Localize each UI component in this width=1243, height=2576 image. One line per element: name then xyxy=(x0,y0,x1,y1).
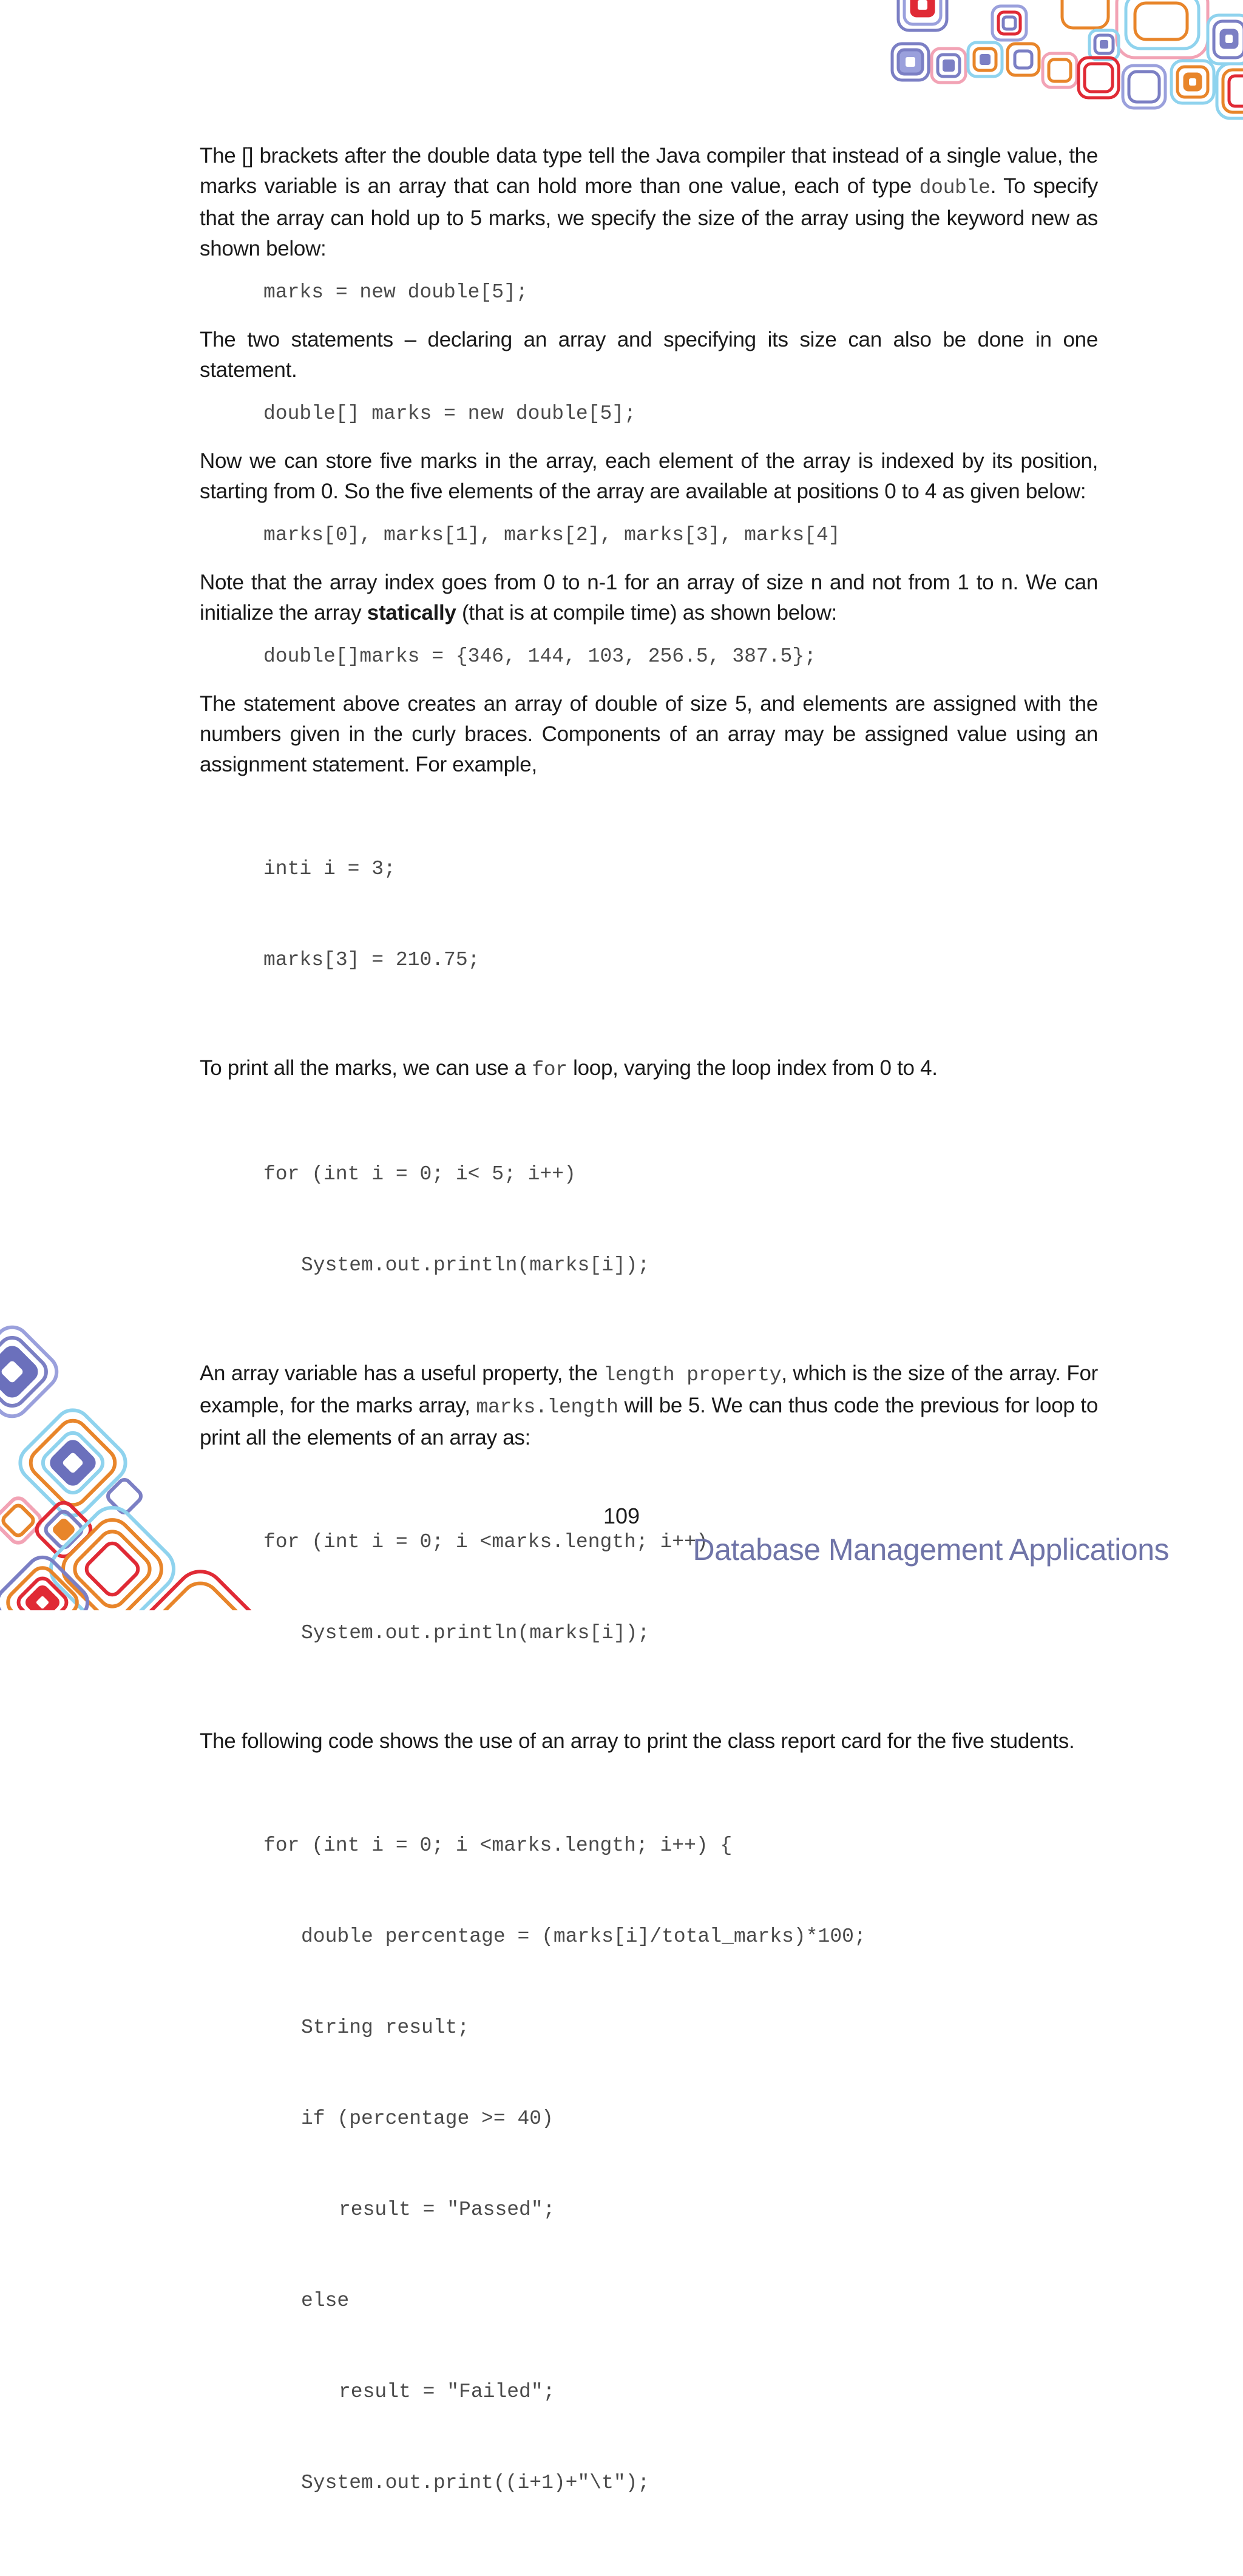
code-line: else xyxy=(301,2290,350,2312)
text-segment: (that is at compile time) as shown below: xyxy=(456,601,837,625)
code-line: marks = new double[5]; xyxy=(263,281,528,303)
inline-code-for: for xyxy=(532,1059,567,1081)
text-segment: Note that the array index goes from 0 to n-1 for an array of size n and not from 1 to n. We can initialize the array xyxy=(200,571,1098,625)
code-block-report-card xyxy=(263,1770,1098,2559)
bold-term-statically: statically xyxy=(367,601,456,625)
paragraph-for-loop xyxy=(200,1053,1098,1085)
footer-book-title: Database Management Applications xyxy=(693,1533,1169,1567)
code-line: double[]marks = {346, 144, 103, 256.5, 387.5}; xyxy=(263,645,816,668)
inline-code-marks-length: marks.length xyxy=(476,1396,618,1418)
text-segment: An array variable has a useful property, the xyxy=(200,1361,604,1385)
code-line: for (int i = 0; i <marks.length; i++) xyxy=(263,1531,708,1553)
code-block-static-init xyxy=(263,642,1098,672)
text-segment: To print all the marks, we can use a xyxy=(200,1056,532,1080)
code-line: for (int i = 0; i <marks.length; i++) { xyxy=(263,1834,733,1857)
code-line: for (int i = 0; i< 5; i++) xyxy=(263,1163,576,1185)
decorative-squares-top xyxy=(880,0,1243,127)
text-segment: . To specify that the array can hold up to 5 marks, we specify the size of the array using the keyword new as shown below: xyxy=(200,174,1099,260)
text-segment: The [] brackets after the double data type tell the Java compiler that instead of a single value, the marks variable is an array that can hold more than one value, each of type xyxy=(200,144,1098,198)
paragraph-indexing: Now we can store five marks in the array, each element of the array is indexed by its position, starting from 0. So the five elements of the array are available at positions 0 to 4 as given below: xyxy=(200,449,1098,503)
code-line: double percentage = (marks[i]/total_marks)*100; xyxy=(301,1925,866,1948)
paragraph-report-card: The following code shows the use of an array to print the class report card for the five students. xyxy=(200,1729,1075,1753)
paragraph-one-statement: The two statements – declaring an array and specifying its size can also be done in one statement. xyxy=(200,328,1098,382)
text-segment: will be 5. We can thus code the previous for loop to print all the elements of an array as: xyxy=(200,1394,1098,1449)
code-block-assignment xyxy=(263,793,1098,1036)
paragraph-length-property xyxy=(200,1358,1098,1453)
code-line: if (percentage >= 40) xyxy=(301,2107,554,2130)
code-block-for-loop xyxy=(263,1099,1098,1341)
code-line: result = "Passed"; xyxy=(339,2198,555,2221)
paragraph-static-init xyxy=(200,568,1098,628)
inline-code-length-property: length property xyxy=(603,1364,782,1386)
page-number: 109 xyxy=(603,1503,640,1528)
page-content xyxy=(200,141,1098,2576)
code-line: System.out.print((i+1)+"\t"); xyxy=(301,2472,650,2494)
inline-code-double: double xyxy=(919,177,991,199)
code-line: inti i = 3; xyxy=(263,858,396,880)
code-block-new-array xyxy=(263,277,1098,308)
code-line: System.out.println(marks[i]); xyxy=(301,1254,650,1276)
code-block-declare-and-size xyxy=(263,399,1098,429)
code-block-length-loop xyxy=(263,1466,1098,1709)
text-segment: loop, varying the loop index from 0 to 4. xyxy=(567,1056,938,1080)
text-segment: , which is the size of the array. For example, for the marks array, xyxy=(200,1361,1098,1417)
code-line: marks[0], marks[1], marks[2], marks[3], marks[4] xyxy=(263,524,841,546)
code-line: String result; xyxy=(301,2016,470,2039)
code-line: result = "Failed"; xyxy=(339,2381,555,2403)
code-line: double[] marks = new double[5]; xyxy=(263,402,636,425)
paragraph-array-declaration xyxy=(200,141,1098,264)
paragraph-assignment: The statement above creates an array of double of size 5, and elements are assigned with the numbers given in the curly braces. Components of an array may be assigned value using an assignment statement. For example, xyxy=(200,692,1098,776)
code-line: marks[3] = 210.75; xyxy=(263,949,480,971)
code-line: System.out.println(marks[i]); xyxy=(301,1622,650,1644)
code-block-elements xyxy=(263,520,1098,551)
